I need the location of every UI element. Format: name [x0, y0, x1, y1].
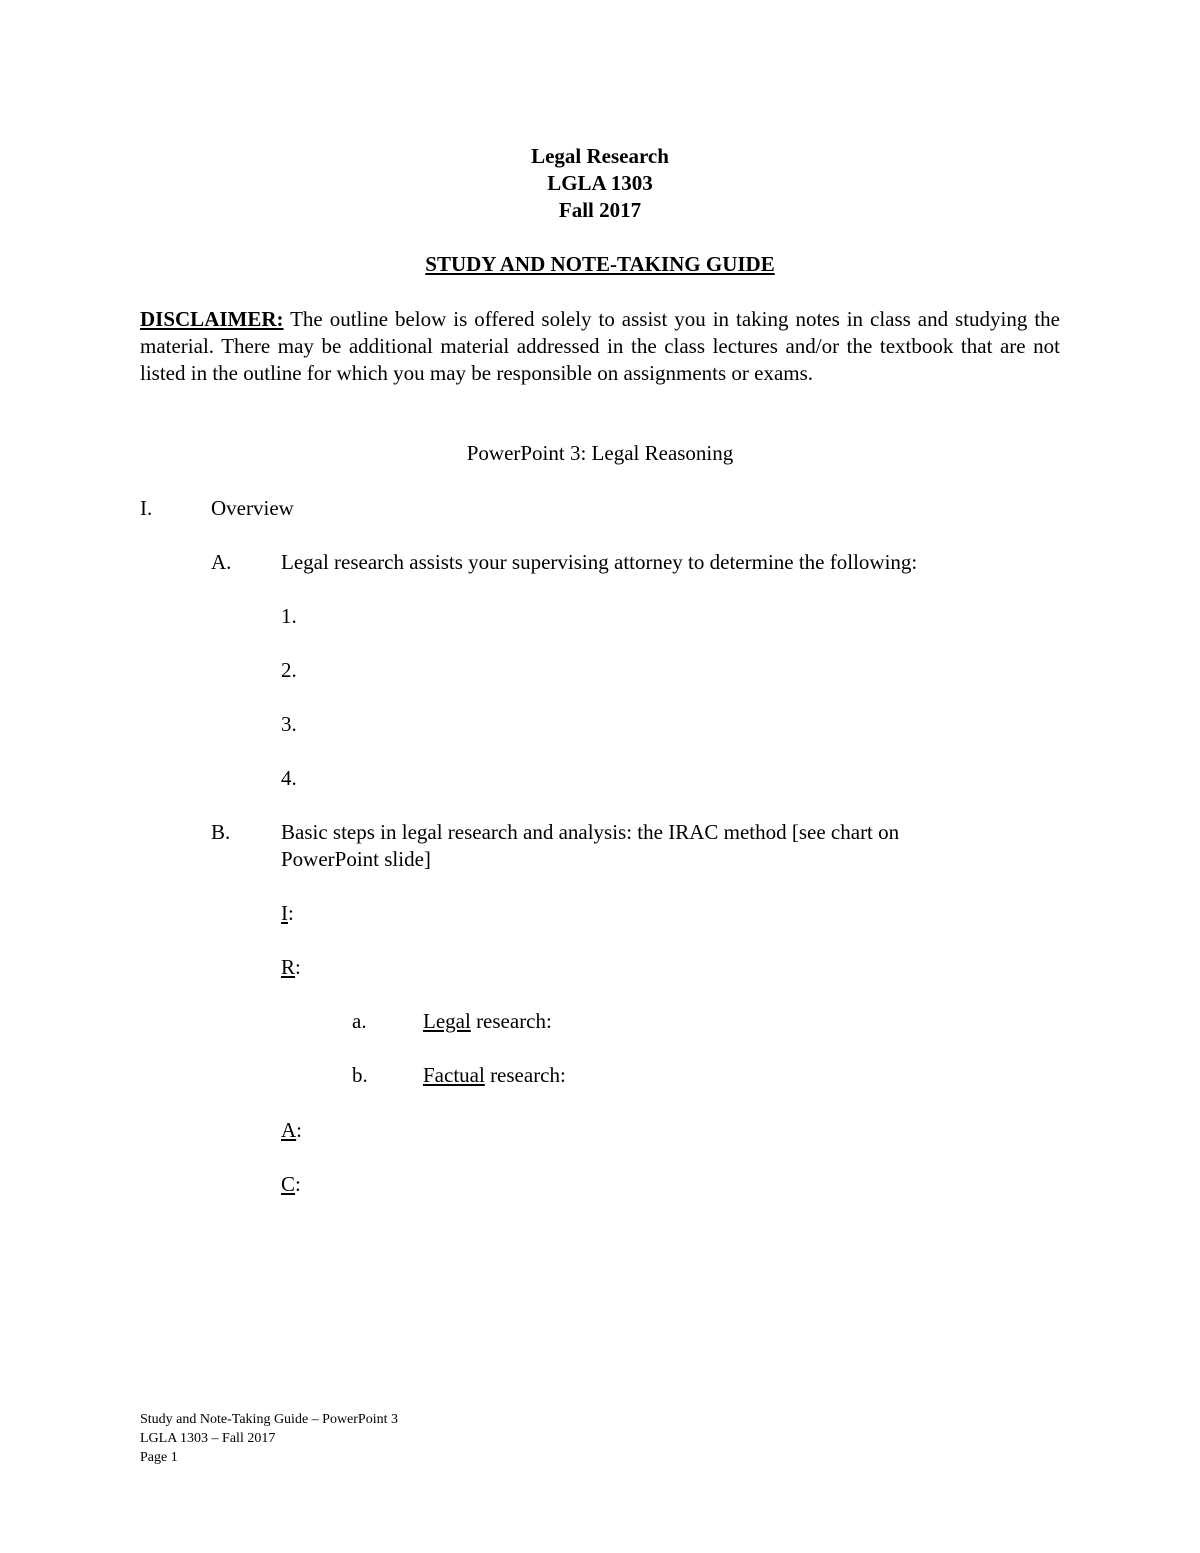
- legal-word: Legal: [423, 1009, 471, 1033]
- numbered-item-1: 1.: [281, 604, 297, 628]
- outline-marker-b: B.: [211, 820, 231, 844]
- numbered-item-2: 2.: [281, 658, 297, 682]
- irac-rule-letter: R: [281, 955, 296, 979]
- page-footer: [140, 1410, 398, 1467]
- legal-research-item: [423, 1008, 552, 1035]
- sub-marker-a: a.: [352, 1009, 367, 1033]
- disclaimer-label: DISCLAIMER:: [140, 307, 284, 331]
- guide-heading: STUDY AND NOTE-TAKING GUIDE: [425, 252, 775, 276]
- irac-issue-letter: I: [281, 901, 288, 925]
- numbered-item-3: 3.: [281, 712, 297, 736]
- irac-conclusion: [281, 1171, 301, 1198]
- disclaimer-text: The outline below is offered solely to assist you in taking notes in class and studying the material. There may be additional material addressed in the class lectures and/or the textbook that are not listed in the outline for which you may be responsible on assignments or exams.: [140, 307, 1060, 385]
- outline-marker-i: I.: [140, 496, 153, 520]
- irac-analysis-colon: :: [296, 1118, 303, 1142]
- irac-analysis: [281, 1117, 302, 1144]
- disclaimer-paragraph: [140, 306, 1060, 387]
- outline-item-b-line2: PowerPoint slide]: [281, 847, 431, 871]
- outline-item-a-text: Legal research assists your supervising attorney to determine the following:: [281, 550, 918, 574]
- irac-rule-colon: :: [295, 955, 301, 979]
- numbered-item-4: 4.: [281, 766, 297, 790]
- irac-conclusion-letter: C: [281, 1172, 296, 1196]
- irac-issue: [281, 900, 294, 927]
- irac-rule: [281, 954, 301, 981]
- course-code: LGLA 1303: [547, 171, 653, 195]
- irac-analysis-letter: A: [281, 1118, 297, 1142]
- sub-marker-b: b.: [352, 1063, 368, 1087]
- irac-conclusion-colon: :: [295, 1172, 301, 1196]
- footer-guide-title: Study and Note-Taking Guide – PowerPoint 3: [140, 1412, 398, 1427]
- factual-research-rest: research:: [484, 1063, 566, 1087]
- legal-research-rest: research:: [470, 1009, 552, 1033]
- outline-heading-overview: Overview: [211, 496, 294, 520]
- outline-item-b-line1: Basic steps in legal research and analysis: the IRAC method [see chart on: [281, 820, 900, 844]
- section-title: PowerPoint 3: Legal Reasoning: [466, 441, 734, 465]
- irac-issue-colon: :: [288, 901, 294, 925]
- footer-course: LGLA 1303 – Fall 2017: [140, 1431, 276, 1446]
- footer-page-number: Page 1: [140, 1450, 178, 1465]
- factual-research-item: [423, 1062, 566, 1089]
- factual-word: Factual: [423, 1063, 485, 1087]
- outline-marker-a: A.: [211, 550, 232, 574]
- document-title: Legal Research: [531, 144, 669, 168]
- course-term: Fall 2017: [558, 198, 642, 222]
